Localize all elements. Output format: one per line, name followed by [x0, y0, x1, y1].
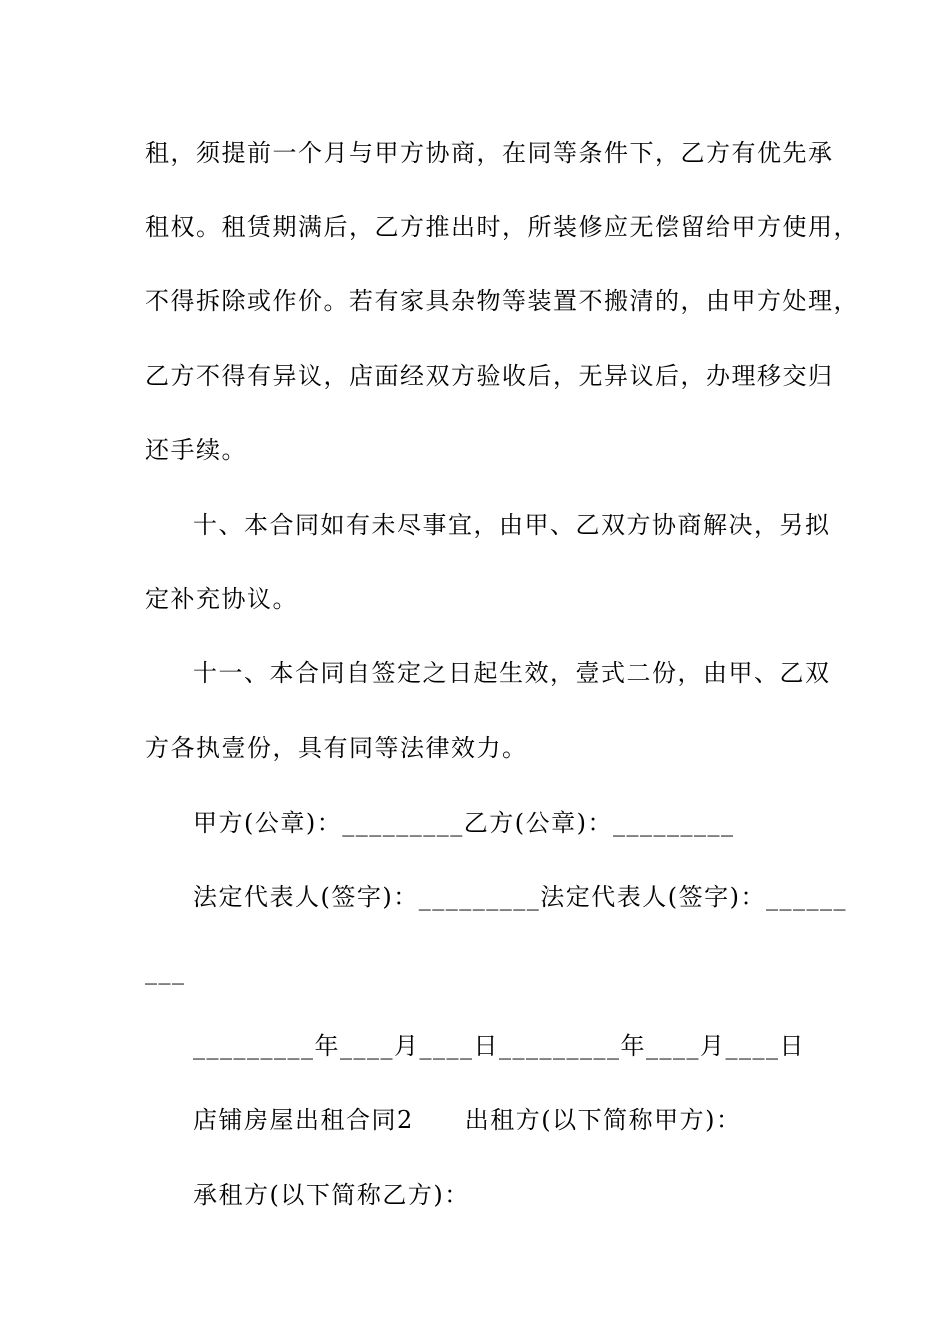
paragraph-line: 还手续。 — [145, 436, 247, 464]
contract-two-heading-line: 店铺房屋出租合同2 出租方(以下简称甲方)： — [193, 1106, 742, 1134]
clause-eleven-line: 十一、本合同自签定之日起生效，壹式二份，由甲、乙双 — [193, 659, 831, 687]
representative-signature-line: 法定代表人(签字)：_________法定代表人(签字)：______ — [193, 883, 847, 911]
paragraph-line: 乙方不得有异议，店面经双方验收后，无异议后，办理移交归 — [145, 362, 834, 390]
clause-ten-line: 十、本合同如有未尽事宜，由甲、乙双方协商解决，另拟 — [193, 511, 831, 539]
date-line: _________年____月____日_________年____月____日 — [193, 1032, 805, 1060]
paragraph-line: 方各执壹份，具有同等法律效力。 — [145, 734, 528, 762]
lessee-line: 承租方(以下简称乙方)： — [193, 1181, 470, 1209]
signature-underline-continuation: ___ — [145, 957, 186, 985]
paragraph-line: 定补充协议。 — [145, 585, 298, 613]
paragraph-line: 租，须提前一个月与甲方协商，在同等条件下，乙方有优先承 — [145, 139, 834, 167]
paragraph-line: 租权。租赁期满后，乙方推出时，所装修应无偿留给甲方使用， — [145, 213, 859, 241]
party-seal-line: 甲方(公章)：_________乙方(公章)：_________ — [193, 809, 735, 837]
paragraph-line: 不得拆除或作价。若有家具杂物等装置不搬清的，由甲方处理， — [145, 287, 859, 315]
